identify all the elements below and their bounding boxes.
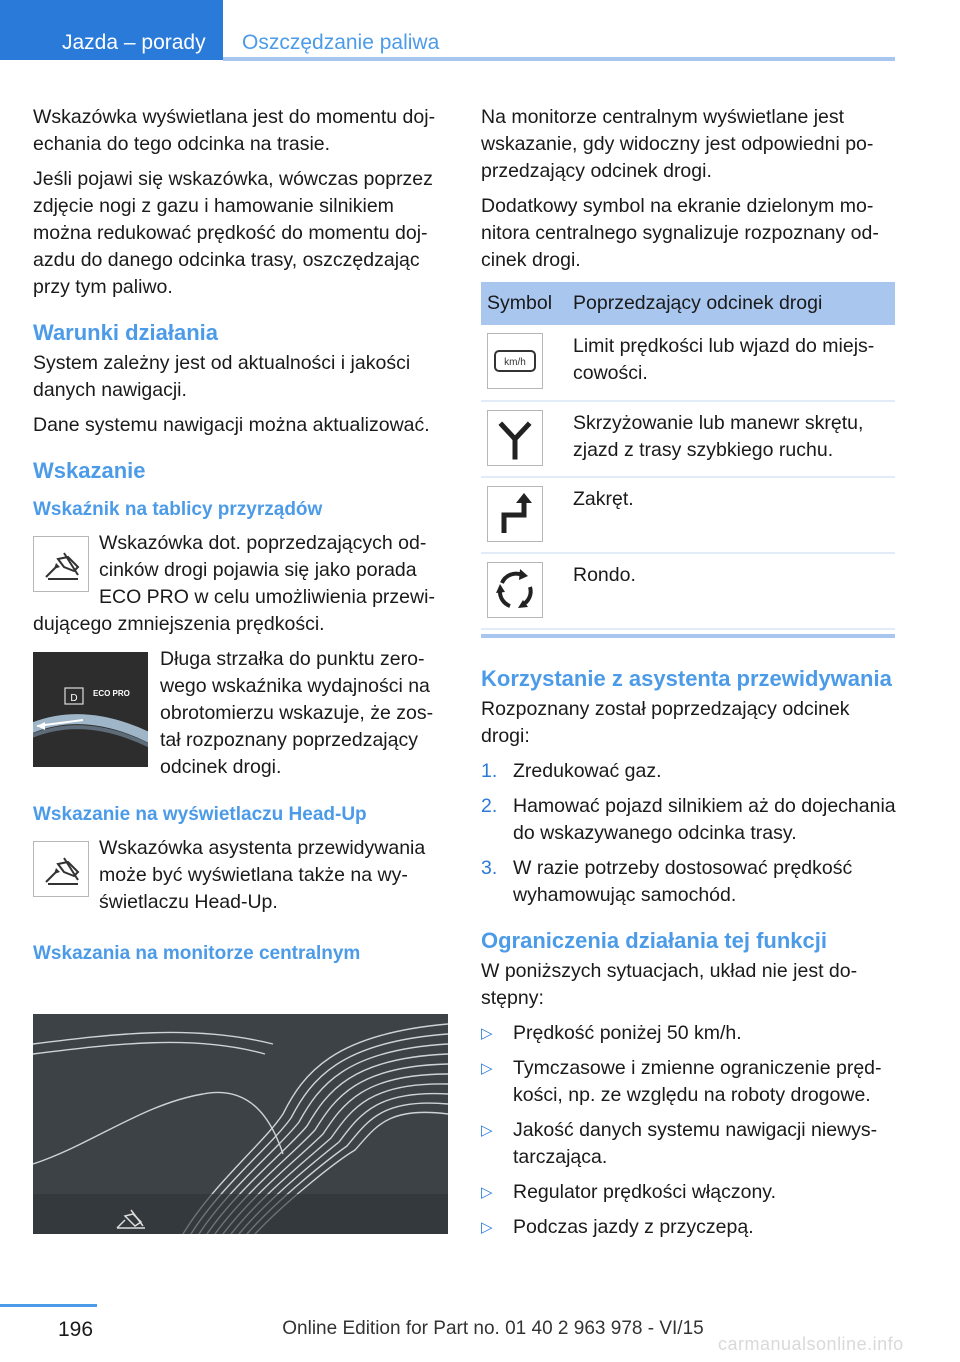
speed-limit-icon	[487, 333, 543, 389]
table-cell-symbol	[481, 553, 567, 629]
list-item	[481, 1055, 896, 1109]
paragraph: Dodatkowy symbol na ekranie dzielonym monitora centralnego sygnalizuje rozpoznany odcinek drogi.	[481, 195, 879, 271]
paragraph: Wskazówka asystenta przewidywania może być wyświetlana także na wyświetlaczu Head-Up.	[99, 837, 426, 913]
triangle-bullet-icon: ▷	[481, 1025, 493, 1042]
heading-headup: Wskazanie na wyświetlaczu Head-Up	[33, 804, 367, 825]
list-item	[481, 1020, 896, 1047]
table-row	[481, 553, 895, 629]
table-row	[481, 325, 895, 401]
eco-pro-foot-icon	[33, 536, 89, 592]
table-header-description: Poprzedzający odcinek drogi	[567, 282, 895, 325]
gauge-eco-label: ECO PRO	[93, 689, 130, 698]
curve-icon	[487, 486, 543, 542]
bullet-text: Tymczasowe i zmienne ograniczenie prędkości, np. ze względu na roboty drogowe.	[513, 1057, 882, 1106]
list-item	[481, 758, 896, 785]
edition-note: Online Edition for Part no. 01 40 2 963 978 - VI/15	[282, 1318, 704, 1339]
table-cell-text: Zakręt.	[567, 477, 895, 553]
heading-wskazanie: Wskazanie	[33, 458, 146, 483]
paragraph: Na monitorze centralnym wyświetlane jest wskazanie, gdy widoczny jest odpowiedni poprzedzający odcinek drogi.	[481, 106, 874, 182]
footer-rule	[0, 1304, 97, 1307]
junction-icon	[487, 410, 543, 466]
step-number: 1.	[481, 760, 498, 782]
watermark: carmanualsonline.info	[718, 1334, 904, 1354]
gauge-block	[33, 646, 445, 781]
symbol-table	[481, 282, 895, 630]
triangle-bullet-icon: ▷	[481, 1219, 493, 1236]
heading-korzystanie: Korzystanie z asystenta przewidywania	[481, 666, 892, 691]
tachometer-image	[33, 652, 148, 767]
paragraph: Wskazówka wyświetlana jest do momentu dojechania do tego odcinka na trasie.	[33, 106, 436, 155]
header-rule	[223, 57, 895, 61]
left-column	[33, 104, 445, 974]
table-cell-text: Limit prędkości lub wjazd do miejscowości.	[567, 325, 895, 401]
right-column	[481, 104, 896, 1249]
paragraph: Rozpoznany został poprzedzający odcinek drogi:	[481, 698, 850, 747]
bullet-text: Regulator prędkości włączony.	[513, 1181, 777, 1203]
table-cell-text: Skrzyżowanie lub manewr skrętu, zjazd z trasy szybkiego ruchu.	[567, 401, 895, 477]
paragraph: Jeśli pojawi się wskazówka, wówczas poprzez zdjęcie nogi z gazu i hamowanie silnikiem można redukować prędkość do momentu dojazdu do danego odcinka trasy, oszczędzając przy tym paliwo.	[33, 168, 433, 298]
table-header-symbol: Symbol	[481, 282, 567, 325]
page-number: 196	[58, 1318, 94, 1341]
paragraph: Dane systemu nawigacji można aktualizować.	[33, 414, 430, 436]
heading-tablica: Wskaźnik na tablicy przyrządów	[33, 499, 323, 520]
central-monitor-image	[33, 1014, 448, 1234]
step-text: Hamować pojazd silnikiem aż do dojechania do wskazywanego odcinka trasy.	[513, 795, 896, 844]
section-title: Jazda – porady	[62, 31, 206, 54]
table-end-rule	[481, 634, 895, 638]
paragraph: System zależny jest od aktualności i jakości danych nawigacji.	[33, 352, 411, 401]
limitations-list	[481, 1020, 896, 1241]
paragraph: W poniższych sytuacjach, układ nie jest dostępny:	[481, 960, 858, 1009]
triangle-bullet-icon: ▷	[481, 1122, 493, 1139]
table-header-row	[481, 282, 895, 325]
step-text: W razie potrzeby dostosować prędkość wyhamowując samochód.	[513, 857, 853, 906]
list-item	[481, 855, 896, 909]
speed-limit-icon-text: km/h	[504, 357, 526, 368]
bullet-text: Prędkość poniżej 50 km/h.	[513, 1022, 742, 1044]
heading-ograniczenia: Ograniczenia działania tej funkcji	[481, 928, 827, 953]
step-number: 3.	[481, 857, 498, 879]
roundabout-icon	[487, 562, 543, 618]
bullet-text: Jakość danych systemu nawigacji niewystarczająca.	[513, 1119, 878, 1168]
page-header	[0, 0, 960, 64]
step-text: Zredukować gaz.	[513, 760, 662, 782]
heading-warunki: Warunki działania	[33, 320, 219, 345]
eco-pro-foot-icon	[33, 841, 89, 897]
list-item	[481, 1117, 896, 1171]
table-cell-symbol	[481, 477, 567, 553]
paragraph: Długa strzałka do punktu zerowego wskaźnika wydajności na obrotomierzu wskazuje, że został rozpoznany poprzedzający odcinek drogi.	[160, 648, 434, 778]
list-item	[481, 1214, 896, 1241]
table-cell-text: Rondo.	[567, 553, 895, 629]
table-cell-symbol	[481, 401, 567, 477]
triangle-bullet-icon: ▷	[481, 1060, 493, 1077]
heading-monitor: Wskazania na monitorze centralnym	[33, 943, 361, 964]
tablica-block	[33, 530, 445, 638]
table-row	[481, 401, 895, 477]
table-cell-symbol	[481, 325, 567, 401]
bullet-text: Podczas jazdy z przyczepą.	[513, 1216, 754, 1238]
list-item	[481, 793, 896, 847]
list-item	[481, 1179, 896, 1206]
step-number: 2.	[481, 795, 498, 817]
triangle-bullet-icon: ▷	[481, 1184, 493, 1201]
table-row	[481, 477, 895, 553]
subsection-title: Oszczędzanie paliwa	[242, 31, 440, 54]
steps-list	[481, 758, 896, 909]
headup-block	[33, 835, 445, 916]
gauge-d-label: D	[70, 693, 78, 704]
paragraph: Wskazówka dot. poprzedzających odcinków drogi pojawia się jako porada ECO PRO w celu umożliwienia przewidującego zmniejszenia prędkości.	[33, 532, 435, 635]
